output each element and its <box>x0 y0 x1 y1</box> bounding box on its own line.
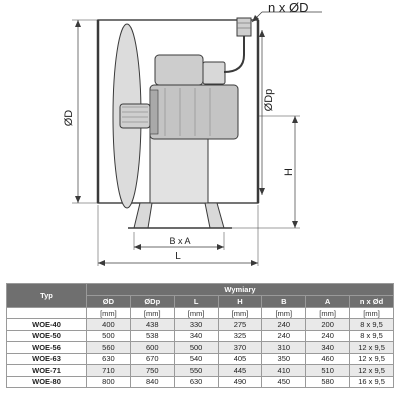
label-holes: n x ØD <box>268 0 309 15</box>
value-cell: 8 x 9,5 <box>350 330 394 342</box>
value-cell: 310 <box>262 342 306 354</box>
column-header: H <box>218 296 262 308</box>
column-header: A <box>306 296 350 308</box>
value-cell: 600 <box>130 342 174 354</box>
value-cell: 510 <box>306 365 350 377</box>
unit-cell: [mm] <box>130 308 174 319</box>
type-cell: WOE-80 <box>7 376 87 388</box>
label-flange-diameter: ØDp <box>263 88 275 112</box>
value-cell: 500 <box>174 342 218 354</box>
table-row <box>7 353 394 365</box>
value-cell: 12 x 9,5 <box>350 353 394 365</box>
unit-blank-cell <box>7 308 87 319</box>
value-cell: 490 <box>218 376 262 388</box>
value-cell: 340 <box>306 342 350 354</box>
column-header: ØDp <box>130 296 174 308</box>
base-foot-right <box>205 203 224 228</box>
label-diameter: ØD <box>63 109 75 127</box>
table-row <box>7 342 394 354</box>
motor-body <box>150 85 238 139</box>
unit-cell: [mm] <box>262 308 306 319</box>
table-row <box>7 376 394 388</box>
terminal-box-cover <box>203 62 225 84</box>
column-header: n x Ød <box>350 296 394 308</box>
type-cell: WOE-63 <box>7 353 87 365</box>
value-cell: 460 <box>306 353 350 365</box>
value-cell: 405 <box>218 353 262 365</box>
value-cell: 340 <box>174 330 218 342</box>
type-header: Typ <box>7 284 87 308</box>
group-header: Wymiary <box>87 284 394 296</box>
value-cell: 8 x 9,5 <box>350 319 394 331</box>
value-cell: 200 <box>306 319 350 331</box>
value-cell: 710 <box>87 365 131 377</box>
table-row <box>7 330 394 342</box>
value-cell: 538 <box>130 330 174 342</box>
type-cell: WOE-71 <box>7 365 87 377</box>
impeller-hub <box>120 104 150 128</box>
value-cell: 275 <box>218 319 262 331</box>
unit-cell: [mm] <box>174 308 218 319</box>
value-cell: 400 <box>87 319 131 331</box>
unit-cell: [mm] <box>87 308 131 319</box>
column-header: B <box>262 296 306 308</box>
terminal-box <box>155 55 203 85</box>
value-cell: 370 <box>218 342 262 354</box>
value-cell: 240 <box>262 319 306 331</box>
value-cell: 16 x 9,5 <box>350 376 394 388</box>
base-foot-left <box>134 203 152 228</box>
value-cell: 560 <box>87 342 131 354</box>
unit-cell: [mm] <box>350 308 394 319</box>
cable-conduit <box>224 35 244 72</box>
column-header: ØD <box>87 296 131 308</box>
value-cell: 500 <box>87 330 131 342</box>
value-cell: 800 <box>87 376 131 388</box>
value-cell: 325 <box>218 330 262 342</box>
type-cell: WOE-56 <box>7 342 87 354</box>
value-cell: 750 <box>130 365 174 377</box>
value-cell: 445 <box>218 365 262 377</box>
value-cell: 12 x 9,5 <box>350 365 394 377</box>
value-cell: 630 <box>174 376 218 388</box>
unit-cell: [mm] <box>306 308 350 319</box>
value-cell: 438 <box>130 319 174 331</box>
value-cell: 330 <box>174 319 218 331</box>
dimensions-table <box>6 283 394 388</box>
type-cell: WOE-50 <box>7 330 87 342</box>
value-cell: 550 <box>174 365 218 377</box>
value-cell: 450 <box>262 376 306 388</box>
value-cell: 350 <box>262 353 306 365</box>
value-cell: 580 <box>306 376 350 388</box>
value-cell: 670 <box>130 353 174 365</box>
unit-row <box>7 308 394 319</box>
value-cell: 840 <box>130 376 174 388</box>
value-cell: 240 <box>306 330 350 342</box>
label-base: B x A <box>169 236 191 246</box>
value-cell: 240 <box>262 330 306 342</box>
label-height: H <box>283 168 295 176</box>
value-cell: 410 <box>262 365 306 377</box>
type-cell: WOE-40 <box>7 319 87 331</box>
unit-cell: [mm] <box>218 308 262 319</box>
table-row <box>7 319 394 331</box>
value-cell: 630 <box>87 353 131 365</box>
value-cell: 12 x 9,5 <box>350 342 394 354</box>
label-length: L <box>175 251 181 262</box>
value-cell: 540 <box>174 353 218 365</box>
table-row <box>7 365 394 377</box>
column-header: L <box>174 296 218 308</box>
cable-gland <box>237 18 251 36</box>
